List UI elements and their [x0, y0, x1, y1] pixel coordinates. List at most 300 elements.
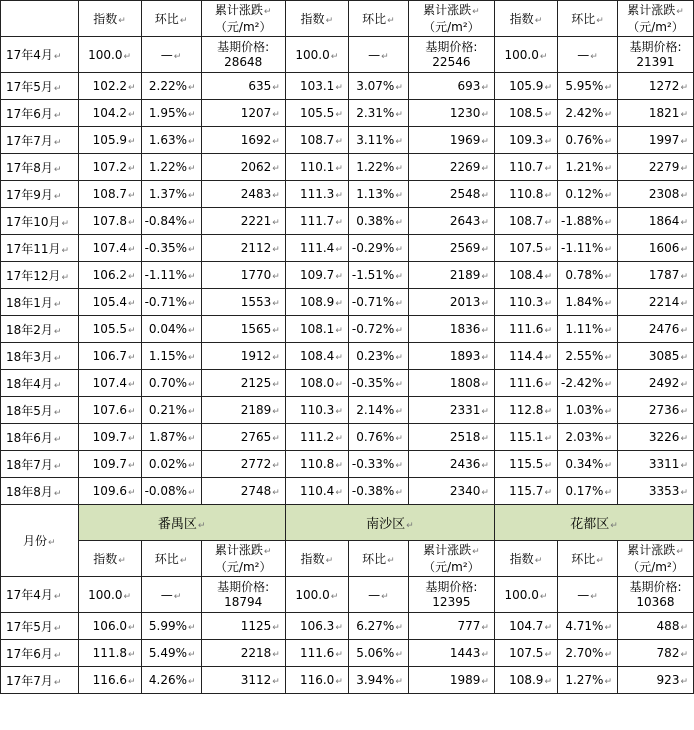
return-glyph: ↵	[680, 137, 688, 147]
index-cell	[494, 613, 557, 640]
cumulative-cell	[408, 451, 494, 478]
ratio-cell	[348, 181, 408, 208]
index-cell	[494, 424, 557, 451]
ratio-cell-text: 0.34%	[565, 457, 604, 471]
ratio-cell	[557, 451, 617, 478]
base-price-cell	[201, 577, 285, 613]
cumulative-cell	[617, 640, 693, 667]
cumulative-cell	[408, 100, 494, 127]
return-glyph: ↵	[128, 299, 136, 309]
return-glyph: ↵	[604, 650, 612, 660]
header-ratio: 环比↵	[557, 1, 617, 37]
return-glyph: ↵	[53, 623, 62, 634]
index-cell	[285, 667, 348, 694]
cumulative-cell	[201, 154, 285, 181]
index-cell-text: 108.9	[509, 673, 544, 687]
return-glyph: ↵	[481, 461, 489, 471]
index-cell	[78, 424, 141, 451]
header-index	[285, 541, 348, 577]
month-header-label: 月份	[22, 534, 47, 548]
index-cell-text: 108.7	[299, 133, 335, 147]
cumulative-cell-text: 1989	[449, 673, 481, 687]
return-glyph: ↵	[381, 591, 389, 602]
return-glyph: ↵	[272, 488, 280, 498]
return-glyph: ↵	[481, 380, 489, 390]
cumulative-cell	[201, 316, 285, 343]
ratio-cell-text: -0.71%	[351, 295, 395, 309]
return-glyph: ↵	[604, 488, 612, 498]
month-cell	[1, 235, 79, 262]
return-glyph: ↵	[680, 488, 688, 498]
ratio-cell	[141, 343, 201, 370]
return-glyph: ↵	[272, 677, 280, 687]
index-cell-text: 105.5	[92, 322, 128, 336]
return-glyph: ↵	[53, 191, 62, 202]
return-glyph: ↵	[680, 380, 688, 390]
index-cell	[285, 127, 348, 154]
return-glyph: ↵	[263, 546, 272, 557]
return-glyph: ↵	[53, 407, 62, 418]
month-cell	[1, 640, 79, 667]
cumulative-cell	[201, 640, 285, 667]
index-cell-text: 106.2	[92, 268, 128, 282]
cumulative-cell	[617, 613, 693, 640]
month-header-cell	[1, 505, 79, 577]
index-cell-text: 100.0	[504, 587, 539, 602]
return-glyph: ↵	[395, 461, 403, 471]
ratio-cell-text: —	[577, 587, 590, 602]
return-glyph: ↵	[188, 461, 196, 471]
ratio-cell-text: 2.03%	[565, 430, 604, 444]
return-glyph: ↵	[128, 623, 136, 633]
return-glyph: ↵	[544, 326, 552, 336]
cumulative-cell-text: 2214	[648, 295, 680, 309]
index-cell	[494, 451, 557, 478]
return-glyph: ↵	[395, 137, 403, 147]
return-glyph: ↵	[395, 245, 403, 255]
ratio-cell	[141, 262, 201, 289]
index-cell	[285, 577, 348, 613]
cumulative-cell	[408, 181, 494, 208]
return-glyph: ↵	[395, 272, 403, 282]
table-row	[1, 316, 694, 343]
index-cell	[285, 208, 348, 235]
return-glyph: ↵	[604, 461, 612, 471]
header-cumulative-b: （元/m²）	[423, 559, 480, 574]
header-row	[1, 1, 694, 37]
ratio-cell-text: 1.87%	[148, 430, 188, 444]
ratio-cell	[141, 451, 201, 478]
index-cell-text: 112.8	[509, 403, 544, 417]
cumulative-cell-text: 2492	[648, 376, 680, 390]
return-glyph: ↵	[544, 407, 552, 417]
base-price-label: 基期价格:	[425, 39, 478, 54]
index-cell-text: 107.4	[92, 241, 128, 255]
index-cell-text: 107.2	[92, 160, 128, 174]
return-glyph: ↵	[481, 218, 489, 228]
ratio-cell-text: 2.42%	[565, 106, 604, 120]
cumulative-cell	[617, 667, 693, 694]
return-glyph: ↵	[272, 353, 280, 363]
ratio-cell	[348, 667, 408, 694]
table-row	[1, 640, 694, 667]
index-cell-text: 115.5	[509, 457, 544, 471]
month-cell	[1, 289, 79, 316]
cumulative-cell-text: 1836	[449, 322, 481, 336]
table-body	[1, 1, 694, 694]
header-ratio-text: 环比	[571, 552, 596, 566]
ratio-cell-text: 2.70%	[565, 646, 604, 660]
return-glyph: ↵	[335, 137, 343, 147]
index-cell	[78, 208, 141, 235]
base-price-cell	[617, 577, 693, 613]
month-cell	[1, 316, 79, 343]
return-glyph: ↵	[335, 218, 343, 228]
index-cell-text: 110.7	[509, 160, 544, 174]
return-glyph: ↵	[387, 556, 395, 566]
return-glyph: ↵	[406, 521, 414, 531]
base-price-label: 基期价格:	[629, 579, 682, 594]
return-glyph: ↵	[481, 407, 489, 417]
ratio-cell-text: -1.11%	[144, 268, 188, 282]
index-cell	[494, 235, 557, 262]
index-cell	[285, 100, 348, 127]
return-glyph: ↵	[481, 326, 489, 336]
return-glyph: ↵	[272, 245, 280, 255]
return-glyph: ↵	[481, 245, 489, 255]
cumulative-cell	[617, 208, 693, 235]
index-cell-text: 109.7	[92, 457, 128, 471]
month-cell	[1, 478, 79, 505]
ratio-cell	[348, 235, 408, 262]
return-glyph: ↵	[272, 461, 280, 471]
index-cell-text: 104.2	[92, 106, 128, 120]
corner-cell	[1, 1, 79, 37]
ratio-cell-text: 1.13%	[356, 187, 395, 201]
index-cell-text: 111.8	[92, 646, 128, 660]
return-glyph: ↵	[481, 83, 489, 93]
index-cell	[285, 478, 348, 505]
cumulative-cell-text: 2189	[449, 268, 481, 282]
return-glyph: ↵	[53, 380, 62, 391]
return-glyph: ↵	[604, 191, 612, 201]
return-glyph: ↵	[188, 488, 196, 498]
cumulative-cell	[201, 289, 285, 316]
table-row	[1, 262, 694, 289]
index-cell-text: 108.0	[299, 376, 335, 390]
month-cell-text: 18年6月	[6, 430, 53, 445]
return-glyph: ↵	[53, 592, 62, 602]
base-price-value: 21391	[636, 54, 675, 69]
return-glyph: ↵	[53, 461, 62, 472]
cumulative-cell	[408, 613, 494, 640]
index-cell	[285, 640, 348, 667]
table-row	[1, 397, 694, 424]
return-glyph: ↵	[381, 51, 389, 62]
index-cell	[78, 397, 141, 424]
return-glyph: ↵	[335, 83, 343, 93]
cumulative-cell	[408, 478, 494, 505]
ratio-cell	[348, 397, 408, 424]
return-glyph: ↵	[188, 650, 196, 660]
cumulative-cell-text: 1864	[648, 214, 680, 228]
ratio-cell-text: 4.26%	[148, 673, 188, 687]
base-price-cell	[617, 37, 693, 73]
cumulative-cell	[617, 100, 693, 127]
ratio-cell	[141, 289, 201, 316]
return-glyph: ↵	[123, 591, 131, 602]
ratio-cell	[348, 154, 408, 181]
return-glyph: ↵	[188, 83, 196, 93]
return-glyph: ↵	[544, 677, 552, 687]
cumulative-cell	[617, 451, 693, 478]
index-cell-text: 108.1	[299, 322, 335, 336]
base-price-label: 基期价格:	[629, 39, 682, 54]
return-glyph: ↵	[272, 164, 280, 174]
index-cell	[494, 370, 557, 397]
month-cell-text: 18年3月	[6, 349, 53, 364]
return-glyph: ↵	[604, 218, 612, 228]
return-glyph: ↵	[481, 353, 489, 363]
index-cell-text: 105.9	[92, 133, 128, 147]
ratio-cell	[348, 208, 408, 235]
return-glyph: ↵	[128, 218, 136, 228]
cumulative-cell-text: 693	[457, 79, 481, 93]
ratio-cell-text: 5.49%	[148, 646, 188, 660]
return-glyph: ↵	[330, 51, 339, 62]
header-cumulative: 累计涨跌↵ （元/m²）	[201, 1, 285, 37]
return-glyph: ↵	[128, 380, 136, 390]
ratio-cell-text: 1.21%	[565, 160, 604, 174]
ratio-cell	[141, 640, 201, 667]
return-glyph: ↵	[395, 677, 403, 687]
table-row	[1, 667, 694, 694]
ratio-cell	[348, 100, 408, 127]
ratio-cell	[557, 127, 617, 154]
header-ratio-text: 环比	[362, 552, 387, 566]
return-glyph: ↵	[173, 51, 182, 62]
ratio-cell-text: 2.31%	[356, 106, 395, 120]
index-cell	[78, 577, 141, 613]
index-cell-text: 110.8	[299, 457, 335, 471]
cumulative-cell-text: 2112	[240, 241, 272, 255]
table-row	[1, 577, 694, 613]
cumulative-cell-text: 2476	[648, 322, 680, 336]
ratio-cell	[557, 289, 617, 316]
cumulative-cell-text: 2279	[648, 160, 680, 174]
return-glyph: ↵	[335, 110, 343, 120]
header-ratio: 环比↵	[348, 1, 408, 37]
return-glyph: ↵	[128, 650, 136, 660]
ratio-cell	[141, 667, 201, 694]
return-glyph: ↵	[395, 488, 403, 498]
cumulative-cell	[408, 370, 494, 397]
cumulative-cell-text: 2436	[449, 457, 481, 471]
index-cell-text: 102.2	[92, 79, 128, 93]
return-glyph: ↵	[335, 245, 343, 255]
return-glyph: ↵	[481, 488, 489, 498]
return-glyph: ↵	[188, 380, 196, 390]
return-glyph: ↵	[604, 623, 612, 633]
return-glyph: ↵	[680, 83, 688, 93]
ratio-cell	[348, 613, 408, 640]
ratio-cell-text: 0.78%	[565, 268, 604, 282]
index-cell-text: 107.4	[92, 376, 128, 390]
return-glyph: ↵	[544, 164, 552, 174]
month-cell	[1, 451, 79, 478]
return-glyph: ↵	[53, 677, 62, 688]
cumulative-cell-text: 1821	[648, 106, 680, 120]
ratio-cell-text: —	[577, 47, 590, 62]
return-glyph: ↵	[395, 434, 403, 444]
cumulative-cell-text: 2125	[240, 376, 272, 390]
index-cell-text: 108.7	[509, 214, 544, 228]
return-glyph: ↵	[481, 677, 489, 687]
return-glyph: ↵	[188, 677, 196, 687]
district-header	[78, 505, 285, 541]
return-glyph: ↵	[128, 245, 136, 255]
ratio-cell-text: -2.42%	[560, 376, 604, 390]
cumulative-cell-text: 1230	[449, 106, 481, 120]
cumulative-cell	[617, 343, 693, 370]
ratio-cell-text: 1.84%	[565, 295, 604, 309]
ratio-cell	[348, 640, 408, 667]
return-glyph: ↵	[272, 110, 280, 120]
index-cell	[285, 73, 348, 100]
header-ratio	[141, 541, 201, 577]
index-cell-text: 106.0	[92, 619, 128, 633]
cumulative-cell-text: 2748	[240, 484, 272, 498]
index-cell-text: 103.1	[299, 79, 335, 93]
cumulative-cell	[617, 397, 693, 424]
ratio-cell	[141, 100, 201, 127]
return-glyph: ↵	[395, 110, 403, 120]
month-cell-text: 18年8月	[6, 484, 53, 499]
return-glyph: ↵	[395, 164, 403, 174]
return-glyph: ↵	[128, 677, 136, 687]
return-glyph: ↵	[604, 380, 612, 390]
cumulative-cell	[408, 397, 494, 424]
month-cell	[1, 667, 79, 694]
month-cell	[1, 127, 79, 154]
index-cell	[494, 73, 557, 100]
ratio-cell-text: 0.70%	[148, 376, 188, 390]
return-glyph: ↵	[335, 272, 343, 282]
return-glyph: ↵	[481, 191, 489, 201]
cumulative-cell	[408, 262, 494, 289]
ratio-cell	[557, 370, 617, 397]
return-glyph: ↵	[335, 353, 343, 363]
ratio-cell-text: -0.08%	[144, 484, 188, 498]
cumulative-cell	[408, 289, 494, 316]
cumulative-cell-text: 2736	[648, 403, 680, 417]
index-cell-text: 107.5	[509, 241, 544, 255]
return-glyph: ↵	[604, 299, 612, 309]
table-row	[1, 37, 694, 73]
header-cumulative-a: 累计涨跌	[214, 542, 263, 557]
return-glyph: ↵	[544, 623, 552, 633]
return-glyph: ↵	[544, 650, 552, 660]
header-ratio	[348, 541, 408, 577]
return-glyph: ↵	[680, 191, 688, 201]
index-cell	[285, 235, 348, 262]
index-cell	[285, 181, 348, 208]
month-cell	[1, 73, 79, 100]
return-glyph: ↵	[188, 245, 196, 255]
cumulative-cell-text: 2765	[240, 430, 272, 444]
cumulative-cell-text: 2221	[240, 214, 272, 228]
index-cell-text: 111.7	[299, 214, 335, 228]
index-cell	[285, 316, 348, 343]
return-glyph: ↵	[53, 137, 62, 148]
return-glyph: ↵	[481, 299, 489, 309]
index-cell-text: 110.3	[299, 403, 335, 417]
cumulative-cell-text: 3311	[648, 457, 680, 471]
return-glyph: ↵	[676, 546, 684, 557]
cumulative-cell-text: 1565	[240, 322, 272, 336]
ratio-cell-text: 0.12%	[565, 187, 604, 201]
cumulative-cell	[617, 478, 693, 505]
return-glyph: ↵	[395, 380, 403, 390]
cumulative-cell	[617, 424, 693, 451]
month-cell-text: 17年8月	[6, 160, 53, 175]
index-cell	[78, 100, 141, 127]
ratio-cell-text: -1.51%	[351, 268, 395, 282]
month-cell	[1, 343, 79, 370]
index-cell	[494, 37, 557, 73]
cumulative-cell-text: 1443	[449, 646, 481, 660]
ratio-cell-text: 0.23%	[356, 349, 395, 363]
ratio-cell	[557, 397, 617, 424]
ratio-cell-text: 1.27%	[565, 673, 604, 687]
month-cell-text: 17年4月	[6, 48, 53, 62]
cumulative-cell-text: 3112	[240, 673, 272, 687]
return-glyph: ↵	[395, 326, 403, 336]
cumulative-cell-text: 2340	[449, 484, 481, 498]
header-index	[78, 541, 141, 577]
return-glyph: ↵	[53, 52, 62, 62]
index-cell-text: 115.7	[509, 484, 544, 498]
return-glyph: ↵	[128, 137, 136, 147]
return-glyph: ↵	[680, 434, 688, 444]
return-glyph: ↵	[544, 110, 552, 120]
month-cell	[1, 370, 79, 397]
table-row	[1, 208, 694, 235]
cumulative-cell-text: 1692	[240, 133, 272, 147]
return-glyph: ↵	[680, 353, 688, 363]
return-glyph: ↵	[335, 326, 343, 336]
month-cell	[1, 577, 79, 613]
return-glyph: ↵	[680, 218, 688, 228]
ratio-cell	[557, 154, 617, 181]
return-glyph: ↵	[335, 407, 343, 417]
index-cell-text: 108.7	[92, 187, 128, 201]
index-cell	[285, 613, 348, 640]
return-glyph: ↵	[61, 272, 70, 283]
cumulative-cell-text: 2518	[449, 430, 481, 444]
header-ratio	[557, 541, 617, 577]
return-glyph: ↵	[544, 245, 552, 255]
ratio-cell-text: 2.55%	[565, 349, 604, 363]
cumulative-cell	[408, 235, 494, 262]
return-glyph: ↵	[53, 299, 62, 310]
cumulative-cell-text: 3085	[648, 349, 680, 363]
table-row	[1, 370, 694, 397]
return-glyph: ↵	[539, 51, 548, 62]
return-glyph: ↵	[604, 164, 612, 174]
return-glyph: ↵	[188, 164, 196, 174]
index-cell	[285, 154, 348, 181]
